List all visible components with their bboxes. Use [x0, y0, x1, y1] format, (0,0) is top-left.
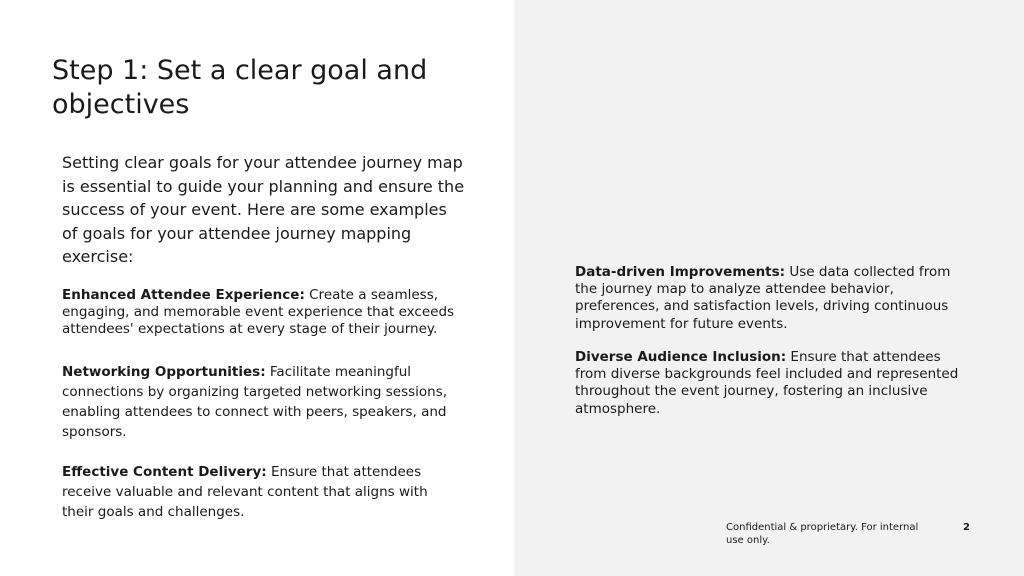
- goal-heading: Diverse Audience Inclusion:: [575, 349, 787, 365]
- goal-enhanced-attendee-experience: [62, 287, 462, 338]
- confidential-footer: Confidential & proprietary. For internal use only.: [726, 522, 919, 546]
- goal-effective-content-delivery: [62, 462, 462, 522]
- goal-heading: Effective Content Delivery:: [62, 464, 267, 480]
- goal-heading: Networking Opportunities:: [62, 364, 266, 380]
- page-number: 2: [963, 522, 970, 533]
- goal-text: Create a seamless, engaging, and memorable event experience that exceeds attendees' expectations at every stage of their journey.: [62, 287, 455, 337]
- goal-diverse-audience-inclusion: [575, 349, 970, 418]
- slide-title: Step 1: Set a clear goal and objectives: [52, 55, 428, 120]
- goal-text: Facilitate meaningful connections by organizing targeted networking sessions, enabling attendees to connect with peers, speakers, and sponsors.: [62, 364, 448, 440]
- intro-paragraph: Setting clear goals for your attendee journey map is essential to guide your planning and ensure the success of your event. Here are some examples of goals for your attendee journey mapping exercise:: [62, 153, 465, 266]
- goal-text: Use data collected from the journey map to analyze attendee behavior, preferences, and satisfaction levels, driving continuous improvement for future events.: [575, 264, 951, 332]
- goal-networking-opportunities: [62, 362, 462, 442]
- goal-heading: Enhanced Attendee Experience:: [62, 287, 305, 303]
- goal-text: Ensure that attendees from diverse backgrounds feel included and represented throughout the event journey, fostering an inclusive atmosphere.: [575, 349, 959, 417]
- goal-text: Ensure that attendees receive valuable and relevant content that aligns with their goals and challenges.: [62, 464, 428, 520]
- goal-data-driven-improvements: [575, 264, 970, 333]
- goal-heading: Data-driven Improvements:: [575, 264, 786, 280]
